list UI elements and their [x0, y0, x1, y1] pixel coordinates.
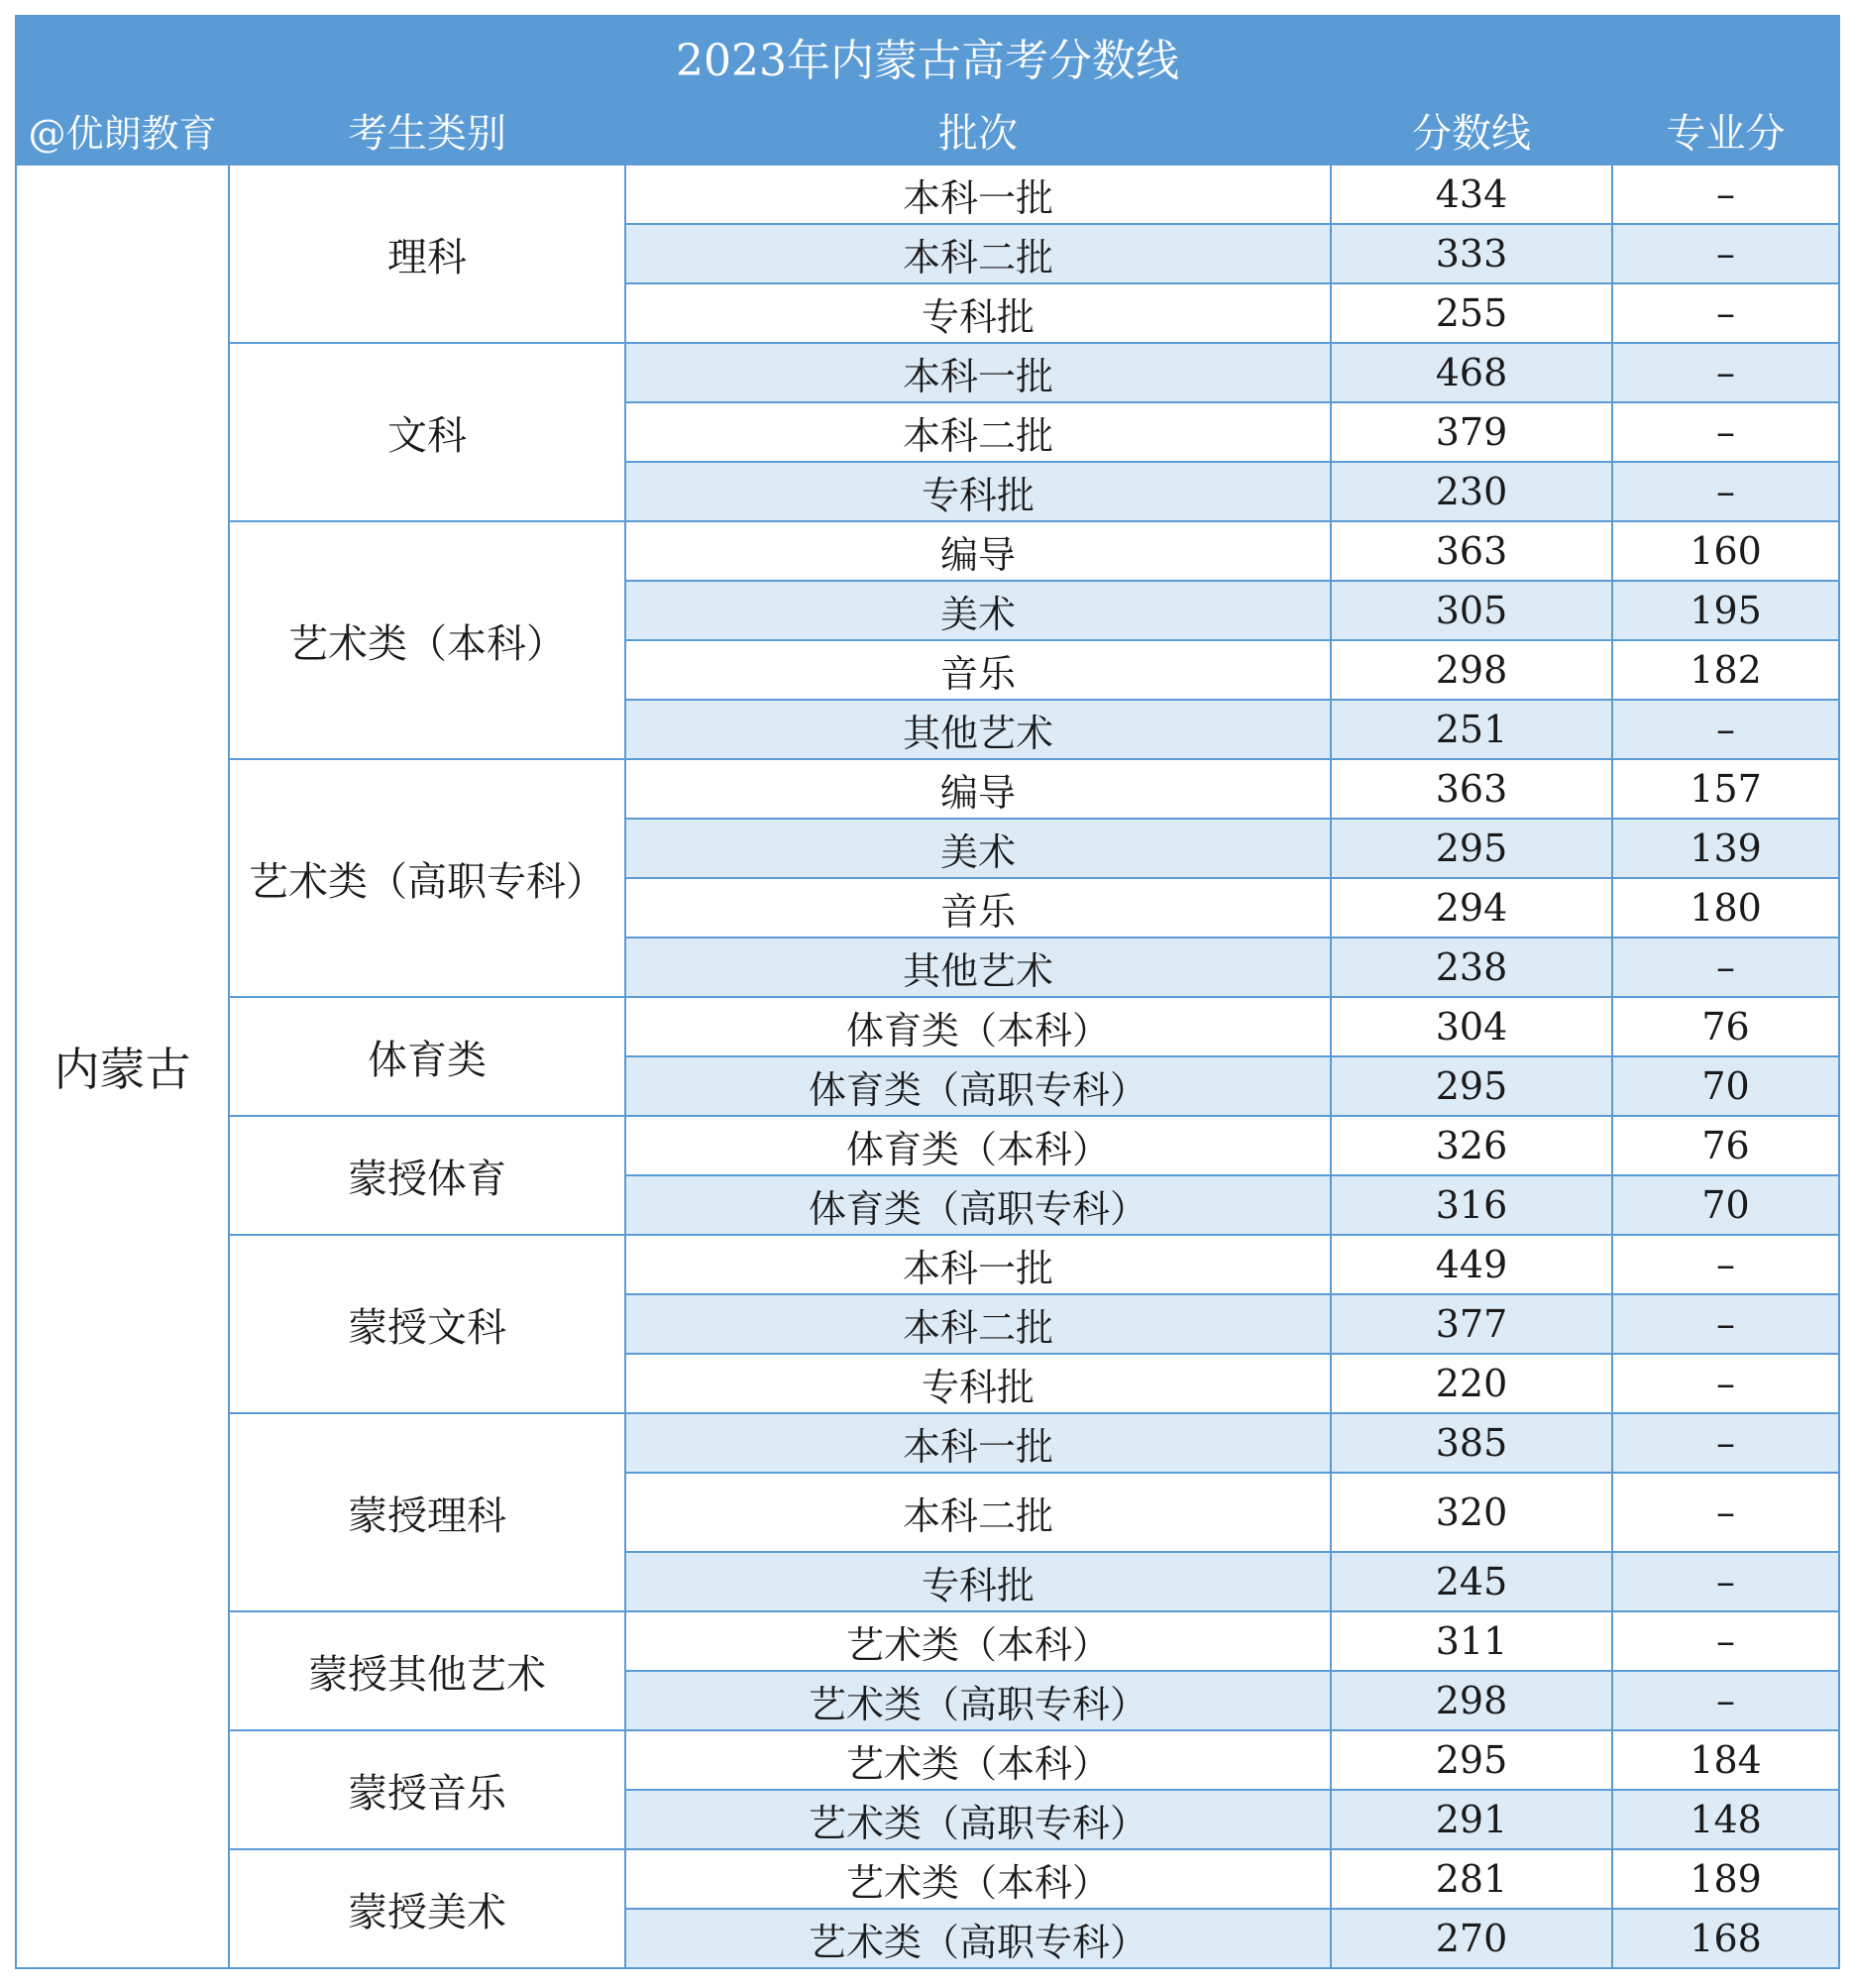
- batch-cell: 音乐: [625, 878, 1331, 938]
- major-cell: –: [1612, 1671, 1839, 1730]
- batch-cell: 专科批: [625, 1552, 1331, 1611]
- table-row: [16, 1235, 1839, 1294]
- major-cell: –: [1612, 1611, 1839, 1671]
- score-cell: 295: [1331, 819, 1612, 878]
- major-cell: 189: [1612, 1849, 1839, 1909]
- score-cell: 304: [1331, 997, 1612, 1056]
- table-row: [16, 343, 1839, 402]
- score-cell: 434: [1331, 165, 1612, 224]
- table-body: [16, 165, 1839, 1968]
- score-cell: 291: [1331, 1790, 1612, 1849]
- batch-cell: 艺术类（高职专科）: [625, 1671, 1331, 1730]
- batch-cell: 本科二批: [625, 224, 1331, 283]
- batch-cell: 艺术类（高职专科）: [625, 1909, 1331, 1968]
- major-cell: –: [1612, 1294, 1839, 1354]
- score-cell: 245: [1331, 1552, 1612, 1611]
- batch-cell: 其他艺术: [625, 700, 1331, 759]
- major-cell: –: [1612, 462, 1839, 521]
- major-cell: 195: [1612, 581, 1839, 640]
- category-cell: 蒙授体育: [229, 1116, 625, 1235]
- score-cell: 294: [1331, 878, 1612, 938]
- score-cell: 326: [1331, 1116, 1612, 1175]
- major-cell: 157: [1612, 759, 1839, 819]
- batch-cell: 本科一批: [625, 1413, 1331, 1473]
- score-cell: 449: [1331, 1235, 1612, 1294]
- batch-cell: 体育类（高职专科）: [625, 1056, 1331, 1116]
- score-cell: 230: [1331, 462, 1612, 521]
- category-cell: 理科: [229, 165, 625, 343]
- major-cell: –: [1612, 1473, 1839, 1552]
- table-title: 2023年内蒙古高考分数线: [16, 16, 1839, 96]
- region-cell: 内蒙古: [16, 165, 229, 1968]
- major-cell: 168: [1612, 1909, 1839, 1968]
- score-cell: 311: [1331, 1611, 1612, 1671]
- score-cell: 298: [1331, 640, 1612, 700]
- major-cell: 70: [1612, 1175, 1839, 1235]
- category-cell: 蒙授理科: [229, 1413, 625, 1611]
- table-row: [16, 1116, 1839, 1175]
- major-cell: 70: [1612, 1056, 1839, 1116]
- batch-cell: 本科一批: [625, 165, 1331, 224]
- batch-cell: 专科批: [625, 462, 1331, 521]
- score-cell: 379: [1331, 402, 1612, 462]
- title-row: [16, 16, 1839, 96]
- batch-cell: 艺术类（本科）: [625, 1849, 1331, 1909]
- major-cell: 182: [1612, 640, 1839, 700]
- score-cell: 320: [1331, 1473, 1612, 1552]
- score-cell: 385: [1331, 1413, 1612, 1473]
- score-cell: 295: [1331, 1730, 1612, 1790]
- header-row: [16, 96, 1839, 165]
- batch-cell: 美术: [625, 581, 1331, 640]
- batch-cell: 艺术类（本科）: [625, 1611, 1331, 1671]
- category-cell: 蒙授美术: [229, 1849, 625, 1968]
- score-cell: 377: [1331, 1294, 1612, 1354]
- major-cell: 184: [1612, 1730, 1839, 1790]
- table-row: [16, 759, 1839, 819]
- major-cell: –: [1612, 283, 1839, 343]
- batch-cell: 艺术类（本科）: [625, 1730, 1331, 1790]
- table-row: [16, 1849, 1839, 1909]
- batch-cell: 体育类（本科）: [625, 997, 1331, 1056]
- score-cell: 281: [1331, 1849, 1612, 1909]
- major-cell: –: [1612, 1235, 1839, 1294]
- batch-cell: 本科二批: [625, 1294, 1331, 1354]
- batch-cell: 本科一批: [625, 1235, 1331, 1294]
- score-cell: 468: [1331, 343, 1612, 402]
- major-cell: –: [1612, 1552, 1839, 1611]
- score-cell: 363: [1331, 759, 1612, 819]
- batch-cell: 本科一批: [625, 343, 1331, 402]
- batch-cell: 专科批: [625, 1354, 1331, 1413]
- category-cell: 艺术类（本科）: [229, 521, 625, 759]
- category-cell: 蒙授文科: [229, 1235, 625, 1413]
- score-cell: 305: [1331, 581, 1612, 640]
- category-header: 考生类别: [229, 96, 625, 165]
- table-row: [16, 1413, 1839, 1473]
- major-cell: –: [1612, 165, 1839, 224]
- batch-cell: 编导: [625, 521, 1331, 581]
- major-cell: 76: [1612, 997, 1839, 1056]
- category-cell: 文科: [229, 343, 625, 521]
- score-cell: 298: [1331, 1671, 1612, 1730]
- score-cell: 270: [1331, 1909, 1612, 1968]
- score-cell: 295: [1331, 1056, 1612, 1116]
- major-cell: –: [1612, 1354, 1839, 1413]
- category-cell: 艺术类（高职专科）: [229, 759, 625, 997]
- major-cell: –: [1612, 343, 1839, 402]
- major-cell: –: [1612, 224, 1839, 283]
- table-row: [16, 1611, 1839, 1671]
- batch-cell: 音乐: [625, 640, 1331, 700]
- table-row: [16, 521, 1839, 581]
- score-cell: 238: [1331, 938, 1612, 997]
- major-cell: –: [1612, 402, 1839, 462]
- major-cell: 180: [1612, 878, 1839, 938]
- watermark-header: @优朗教育: [16, 96, 229, 165]
- batch-cell: 体育类（高职专科）: [625, 1175, 1331, 1235]
- batch-cell: 艺术类（高职专科）: [625, 1790, 1331, 1849]
- score-cell: 220: [1331, 1354, 1612, 1413]
- category-cell: 蒙授音乐: [229, 1730, 625, 1849]
- major-cell: 139: [1612, 819, 1839, 878]
- score-header: 分数线: [1331, 96, 1612, 165]
- category-cell: 体育类: [229, 997, 625, 1116]
- table-row: [16, 1730, 1839, 1790]
- major-cell: –: [1612, 1413, 1839, 1473]
- score-cell: 316: [1331, 1175, 1612, 1235]
- major-cell: –: [1612, 700, 1839, 759]
- score-cell: 333: [1331, 224, 1612, 283]
- score-cell: 251: [1331, 700, 1612, 759]
- table-row: [16, 165, 1839, 224]
- table-row: [16, 997, 1839, 1056]
- major-cell: –: [1612, 938, 1839, 997]
- batch-cell: 其他艺术: [625, 938, 1331, 997]
- major-header: 专业分: [1612, 96, 1839, 165]
- batch-cell: 本科二批: [625, 402, 1331, 462]
- score-cell: 363: [1331, 521, 1612, 581]
- batch-cell: 编导: [625, 759, 1331, 819]
- batch-cell: 本科二批: [625, 1473, 1331, 1552]
- major-cell: 160: [1612, 521, 1839, 581]
- category-cell: 蒙授其他艺术: [229, 1611, 625, 1730]
- major-cell: 76: [1612, 1116, 1839, 1175]
- batch-header: 批次: [625, 96, 1331, 165]
- score-table: [15, 15, 1840, 1969]
- batch-cell: 专科批: [625, 283, 1331, 343]
- major-cell: 148: [1612, 1790, 1839, 1849]
- score-cell: 255: [1331, 283, 1612, 343]
- batch-cell: 体育类（本科）: [625, 1116, 1331, 1175]
- batch-cell: 美术: [625, 819, 1331, 878]
